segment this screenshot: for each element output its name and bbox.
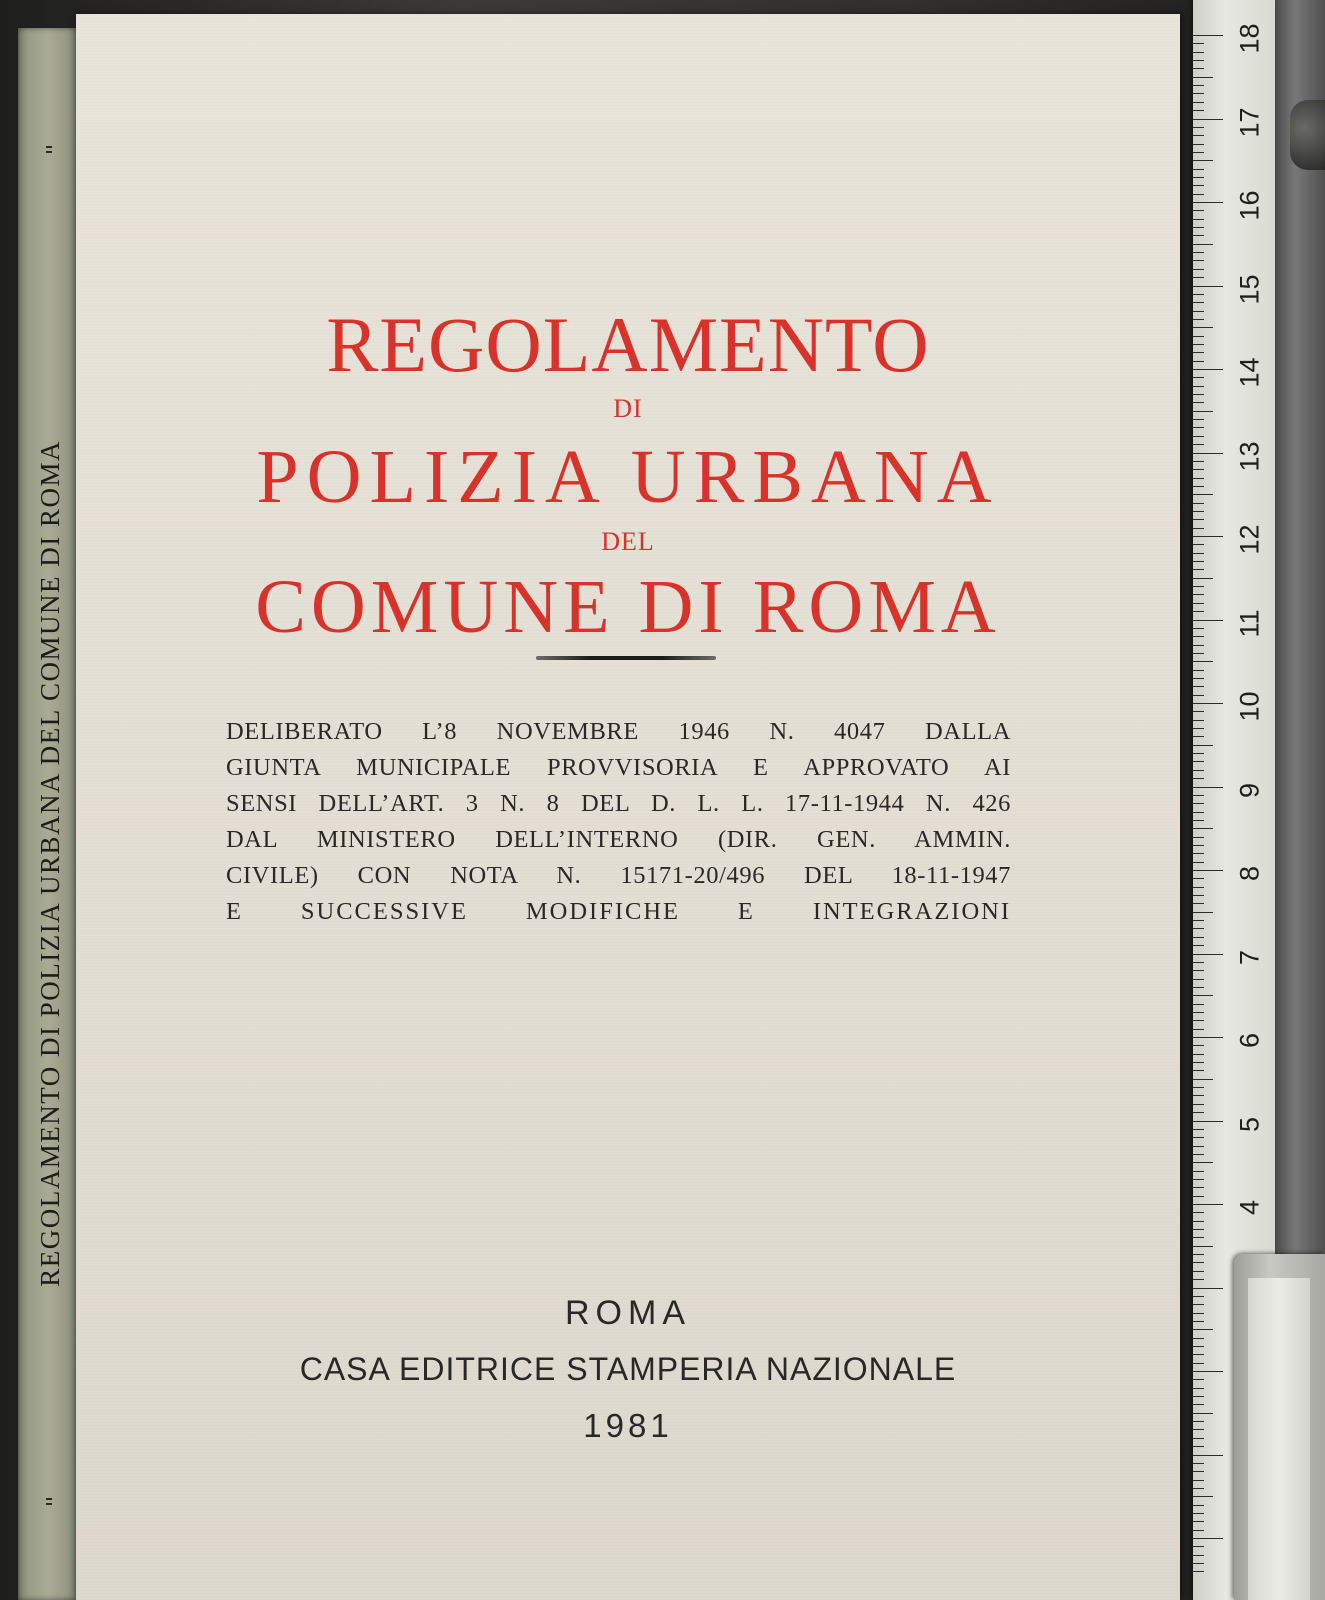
ruler-tick <box>1193 695 1204 696</box>
ruler-tick <box>1193 43 1204 44</box>
ruler-tick <box>1193 1388 1204 1389</box>
ruler-tick <box>1193 1346 1204 1347</box>
ruler-tick <box>1193 210 1204 211</box>
ruler-tick <box>1193 60 1204 61</box>
ruler-tick <box>1193 177 1204 178</box>
ruler-tick <box>1193 628 1204 629</box>
ruler-tick <box>1193 1404 1204 1405</box>
ruler-tick <box>1193 336 1204 337</box>
ruler-tick <box>1193 1413 1213 1414</box>
ruler-tick <box>1193 1045 1204 1046</box>
ruler-tick <box>1193 235 1204 236</box>
ruler-tick <box>1193 260 1204 261</box>
ruler-tick <box>1193 1338 1204 1339</box>
ruler-tick <box>1193 928 1204 929</box>
ruler-number: 8 <box>1234 865 1265 882</box>
ruler-tick <box>1193 1354 1204 1355</box>
ruler-tick <box>1193 995 1213 996</box>
ruler-tick <box>1193 1121 1223 1122</box>
ruler-tick <box>1193 1212 1204 1213</box>
imprint-year: 1981 <box>583 1407 673 1444</box>
deliberation-line: SENSI DELL’ART. 3 N. 8 DEL D. L. L. 17-11-1944 N. 426 <box>226 790 1011 817</box>
ruler-tick <box>1193 1555 1204 1556</box>
ruler-tick <box>1193 1329 1213 1330</box>
ruler-tick <box>1193 578 1213 579</box>
ruler-tick <box>1193 436 1204 437</box>
ruler-tick <box>1193 544 1204 545</box>
deliberation-line: E SUCCESSIVE MODIFICHE E INTEGRAZIONI <box>226 898 1011 925</box>
ruler-tick <box>1193 787 1223 788</box>
ruler-tick <box>1193 1187 1204 1188</box>
ruler-number: 17 <box>1234 106 1265 138</box>
ruler-number: 9 <box>1234 782 1265 798</box>
ruler-tick <box>1193 1029 1204 1030</box>
ruler-tick <box>1193 553 1204 554</box>
ruler-tick <box>1193 1496 1213 1497</box>
spine-rule-top <box>46 146 52 148</box>
ruler-tick <box>1193 294 1204 295</box>
ruler-tick <box>1193 670 1204 671</box>
ruler-tick <box>1193 845 1204 846</box>
ruler-tick <box>1193 1162 1213 1163</box>
ruler-tick <box>1193 1371 1223 1372</box>
ruler-tick <box>1193 1221 1204 1222</box>
ruler-tick <box>1193 745 1213 746</box>
spine-rule-bottom-2 <box>46 1503 52 1505</box>
ruler-tick <box>1193 912 1213 913</box>
ruler-tick <box>1193 1288 1223 1289</box>
ruler-knob <box>1290 100 1325 170</box>
ruler-tick <box>1193 1079 1213 1080</box>
ruler-tick <box>1193 820 1204 821</box>
ruler-tick <box>1193 1154 1204 1155</box>
ruler-number: 7 <box>1234 949 1265 965</box>
ruler-tick <box>1193 219 1204 220</box>
ruler-tick <box>1193 244 1213 245</box>
ruler-tick <box>1193 1070 1204 1071</box>
ruler-tick <box>1193 1455 1223 1456</box>
ruler-clip-face <box>1248 1278 1310 1600</box>
ruler-tick <box>1193 1480 1204 1481</box>
deliberation-line: CIVILE) CON NOTA N. 15171-20/496 DEL 18-11-1947 <box>226 862 1011 889</box>
ruler-tick <box>1193 728 1204 729</box>
ruler-tick <box>1193 102 1204 103</box>
ruler-tick <box>1193 519 1204 520</box>
ruler-number: 14 <box>1234 357 1265 388</box>
ruler-tick <box>1193 1488 1204 1489</box>
ruler-tick <box>1193 870 1223 871</box>
ruler-tick <box>1193 194 1204 195</box>
imprint-place: ROMA <box>565 1294 691 1332</box>
ruler-tick <box>1193 1262 1204 1263</box>
ruler-tick <box>1193 503 1204 504</box>
ruler-tick <box>1193 1112 1204 1113</box>
ruler-clip <box>1234 1254 1325 1600</box>
ruler-tick <box>1193 1563 1204 1564</box>
ruler-tick <box>1193 1246 1213 1247</box>
ruler-tick <box>1193 536 1223 537</box>
ruler-tick <box>1193 1020 1204 1021</box>
ruler-tick <box>1193 1379 1204 1380</box>
ruler-tick <box>1193 1505 1204 1506</box>
ruler-tick <box>1193 377 1204 378</box>
ruler-tick <box>1193 1421 1204 1422</box>
ruler-tick <box>1193 1538 1223 1539</box>
ruler-tick <box>1193 1004 1204 1005</box>
ruler-tick <box>1193 344 1204 345</box>
ruler-tick <box>1193 987 1204 988</box>
ruler-tick <box>1193 962 1204 963</box>
ruler-tick <box>1193 1279 1204 1280</box>
ruler-tick <box>1193 970 1204 971</box>
ruler-tick <box>1193 1471 1204 1472</box>
ruler-tick <box>1193 277 1204 278</box>
ruler-tick <box>1193 803 1204 804</box>
ruler-tick <box>1193 1171 1204 1172</box>
ruler-tick <box>1193 770 1204 771</box>
ruler-tick <box>1193 1087 1204 1088</box>
ruler-tick <box>1193 903 1204 904</box>
ruler-tick <box>1193 828 1213 829</box>
ruler-tick <box>1193 394 1204 395</box>
ruler-tick <box>1193 319 1204 320</box>
imprint-publisher: CASA EDITRICE STAMPERIA NAZIONALE <box>299 1351 957 1387</box>
deliberation-line: DAL MINISTERO DELL’INTERNO (DIR. GEN. AMMIN. <box>226 826 1011 853</box>
ruler-number: 18 <box>1234 23 1265 54</box>
ruler-tick <box>1193 1446 1204 1447</box>
ruler-tick <box>1193 1429 1204 1430</box>
title-del: DEL <box>601 527 655 556</box>
title-divider <box>536 656 716 660</box>
ruler-tick <box>1193 461 1204 462</box>
ruler-tick <box>1193 1546 1204 1547</box>
ruler-tick <box>1193 444 1204 445</box>
ruler-tick <box>1193 678 1204 679</box>
ruler-tick <box>1193 1571 1204 1572</box>
ruler-number: 12 <box>1234 524 1265 555</box>
ruler-tick <box>1193 1095 1204 1096</box>
ruler-tick <box>1193 252 1204 253</box>
ruler-tick <box>1193 302 1204 303</box>
ruler-tick <box>1193 1271 1204 1272</box>
ruler-tick <box>1193 169 1204 170</box>
ruler-tick <box>1193 569 1204 570</box>
ruler-tick <box>1193 1530 1204 1531</box>
ruler-tick <box>1193 979 1204 980</box>
ruler-tick <box>1193 386 1204 387</box>
ruler-tick <box>1193 620 1223 621</box>
ruler-tick <box>1193 636 1204 637</box>
ruler-tick <box>1193 227 1204 228</box>
ruler-tick <box>1193 812 1204 813</box>
book-cover <box>76 14 1180 1600</box>
ruler-tick <box>1193 160 1213 161</box>
ruler-tick <box>1193 720 1204 721</box>
ruler-tick <box>1193 736 1204 737</box>
ruler-tick <box>1193 185 1204 186</box>
ruler-tick <box>1193 369 1223 370</box>
ruler-tick <box>1193 878 1204 879</box>
book-spine <box>18 28 78 1600</box>
ruler-tick <box>1193 1037 1223 1038</box>
ruler-tick <box>1193 411 1213 412</box>
ruler-tick <box>1193 1396 1204 1397</box>
ruler-tick <box>1193 686 1204 687</box>
ruler-tick <box>1193 1146 1204 1147</box>
ruler-number: 10 <box>1234 691 1265 722</box>
ruler-tick <box>1193 35 1223 36</box>
ruler-number: 5 <box>1234 1116 1265 1132</box>
ruler-tick <box>1193 511 1204 512</box>
ruler-tick <box>1193 1229 1204 1230</box>
ruler-number: 13 <box>1234 440 1265 472</box>
ruler-tick <box>1193 1012 1204 1013</box>
ruler-tick <box>1193 486 1204 487</box>
ruler-number: 4 <box>1234 1199 1265 1216</box>
ruler-tick <box>1193 110 1204 111</box>
ruler-tick <box>1193 1438 1204 1439</box>
title-polizia-urbana: POLIZIA URBANA <box>256 435 1000 519</box>
ruler-number: 6 <box>1234 1032 1265 1049</box>
ruler-tick <box>1193 469 1204 470</box>
ruler-tick <box>1193 837 1204 838</box>
ruler-tick <box>1193 144 1204 145</box>
ruler-tick <box>1193 85 1204 86</box>
ruler-tick <box>1193 1237 1204 1238</box>
ruler-tick <box>1193 402 1204 403</box>
ruler-tick <box>1193 778 1204 779</box>
ruler-tick <box>1193 1196 1204 1197</box>
ruler-tick <box>1193 1321 1204 1322</box>
deliberation-text <box>226 714 1011 930</box>
ruler-tick <box>1193 920 1204 921</box>
ruler-tick <box>1193 202 1223 203</box>
ruler-tick <box>1193 561 1204 562</box>
ruler-number: 11 <box>1234 608 1265 638</box>
ruler-tick <box>1193 937 1204 938</box>
ruler-tick <box>1193 1363 1204 1364</box>
ruler-tick <box>1193 711 1204 712</box>
ruler-tick <box>1193 661 1213 662</box>
ruler-tick <box>1193 887 1204 888</box>
ruler-tick <box>1193 361 1204 362</box>
ruler-tick <box>1193 453 1223 454</box>
ruler-tick <box>1193 795 1204 796</box>
ruler-tick <box>1193 52 1204 53</box>
spine-title: REGOLAMENTO DI POLIZIA URBANA DEL COMUNE DI ROMA <box>34 439 65 1287</box>
ruler-tick <box>1193 1521 1204 1522</box>
ruler-tick <box>1193 954 1223 955</box>
title-comune-di-roma: COMUNE DI ROMA <box>255 565 1001 649</box>
ruler-number: 15 <box>1234 273 1265 305</box>
ruler-tick <box>1193 1062 1204 1063</box>
ruler-tick <box>1193 528 1204 529</box>
ruler-tick <box>1193 862 1204 863</box>
title-regolamento: REGOLAMENTO <box>326 301 930 388</box>
ruler-tick <box>1193 93 1204 94</box>
ruler-tick <box>1193 352 1204 353</box>
ruler-tick <box>1193 594 1204 595</box>
ruler-tick <box>1193 68 1204 69</box>
spine-rule-bottom <box>46 1498 52 1500</box>
ruler-tick <box>1193 119 1223 120</box>
spine-rule-top-2 <box>46 151 52 153</box>
ruler-tick <box>1193 478 1204 479</box>
ruler-tick <box>1193 286 1223 287</box>
ruler-tick <box>1193 1254 1204 1255</box>
ruler-tick <box>1193 1104 1204 1105</box>
ruler-tick <box>1193 1204 1223 1205</box>
ruler-tick <box>1193 1179 1204 1180</box>
ruler-tick <box>1193 327 1213 328</box>
ruler-tick <box>1193 152 1204 153</box>
ruler-tick <box>1193 77 1213 78</box>
ruler-tick <box>1193 895 1204 896</box>
ruler-tick <box>1193 703 1223 704</box>
ruler-tick <box>1193 645 1204 646</box>
ruler-tick <box>1193 853 1204 854</box>
ruler-tick <box>1193 586 1204 587</box>
ruler-tick <box>1193 135 1204 136</box>
title-di: DI <box>613 394 643 423</box>
ruler-tick <box>1193 761 1204 762</box>
ruler-tick <box>1193 311 1204 312</box>
ruler-tick <box>1193 1304 1204 1305</box>
ruler-number: 16 <box>1234 190 1265 221</box>
ruler-tick <box>1193 753 1204 754</box>
deliberation-line: DELIBERATO L’8 NOVEMBRE 1946 N. 4047 DALLA <box>226 718 1011 745</box>
ruler-tick <box>1193 494 1213 495</box>
ruler-tick <box>1193 1313 1204 1314</box>
ruler-tick <box>1193 419 1204 420</box>
deliberation-line: GIUNTA MUNICIPALE PROVVISORIA E APPROVATO AI <box>226 754 1011 781</box>
ruler-tick <box>1193 127 1204 128</box>
ruler-tick <box>1193 1513 1204 1514</box>
ruler-tick <box>1193 269 1204 270</box>
ruler-tick <box>1193 945 1204 946</box>
spine-title-wrap <box>24 248 76 1478</box>
ruler-tick <box>1193 1137 1204 1138</box>
ruler-tick <box>1193 653 1204 654</box>
ruler-tick <box>1193 611 1204 612</box>
ruler-tick <box>1193 1054 1204 1055</box>
ruler-tick <box>1193 427 1204 428</box>
ruler-tick <box>1193 1463 1204 1464</box>
ruler-tick <box>1193 603 1204 604</box>
ruler-tick <box>1193 1129 1204 1130</box>
ruler-tick <box>1193 1296 1204 1297</box>
